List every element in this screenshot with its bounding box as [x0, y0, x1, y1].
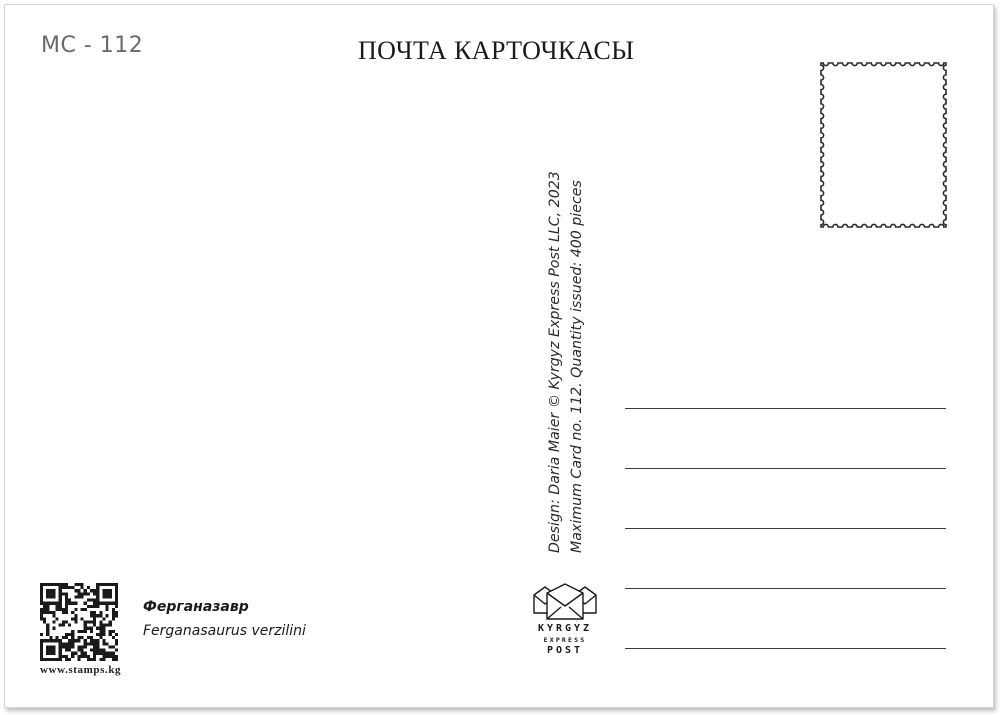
logo-line-express: EXPRESS	[543, 636, 587, 644]
website-link[interactable]: www.stamps.kg	[40, 664, 122, 676]
dinosaur-name-latin: Ferganasaurus verzilini	[143, 623, 306, 639]
address-line	[625, 468, 946, 469]
address-line	[625, 528, 946, 529]
logo-wordmark	[531, 623, 599, 657]
address-line	[625, 408, 946, 409]
credits-line-design: Design: Daria Maier © Kyrgyz Express Post LLC, 2023	[547, 171, 563, 553]
card-code: MC - 112	[41, 33, 144, 58]
address-line	[625, 588, 946, 589]
envelopes-logo-icon	[531, 583, 599, 623]
logo-line-post: POST	[546, 645, 584, 656]
credits-block	[544, 143, 588, 553]
logo-line-kyrgyz: KYRGYZ	[537, 623, 593, 634]
credits-line-quantity: Maximum Card no. 112. Quantity issued: 400 pieces	[569, 180, 585, 553]
qr-code-icon	[40, 583, 118, 661]
card-title: ПОЧТА КАРТОЧКАСЫ	[358, 36, 635, 65]
stamp-placeholder-icon	[818, 60, 949, 230]
address-line	[625, 648, 946, 649]
dinosaur-name-russian: Ферганазавр	[143, 599, 249, 615]
